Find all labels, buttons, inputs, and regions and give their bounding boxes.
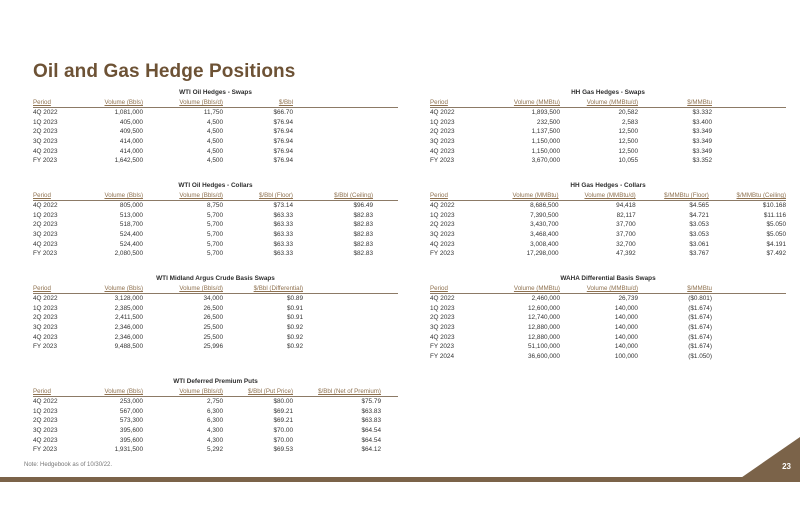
table-row <box>33 416 398 426</box>
value-cell: 513,000 <box>119 211 143 219</box>
table-row <box>33 249 398 259</box>
value-cell: 37,700 <box>616 231 636 239</box>
value-cell: 5,700 <box>207 221 223 229</box>
wti-swaps-table <box>33 88 398 166</box>
value-cell: 7,390,500 <box>530 211 559 219</box>
value-cell: 805,000 <box>119 202 143 209</box>
period-cell: 2Q 2023 <box>33 221 58 229</box>
value-cell: ($0.801) <box>688 295 712 302</box>
table-row <box>33 156 398 166</box>
value-cell: 6,300 <box>207 417 223 425</box>
value-cell: ($1.674) <box>688 314 712 322</box>
value-cell: $11.116 <box>763 211 787 219</box>
table-row <box>430 156 786 166</box>
table-header <box>430 284 786 294</box>
table-row <box>430 294 786 304</box>
value-cell: 82,117 <box>616 211 636 219</box>
table-row <box>33 201 398 211</box>
value-cell: $5.050 <box>766 221 787 229</box>
value-cell: 6,300 <box>207 407 223 415</box>
value-cell: 405,000 <box>119 118 143 126</box>
value-cell: 409,500 <box>119 128 143 136</box>
corner-accent <box>735 437 800 482</box>
value-cell: ($1.674) <box>688 333 712 341</box>
value-cell: 5,700 <box>207 240 223 248</box>
period-cell: 1Q 2023 <box>33 407 58 415</box>
column-header: $/Bbl (Ceiling) <box>334 192 373 199</box>
value-cell: 2,080,500 <box>114 250 143 258</box>
value-cell: 12,600,000 <box>528 304 560 312</box>
column-header: $/Bbl (Net of Premium) <box>318 388 381 395</box>
column-header: $/MMBtu (Ceiling) <box>736 192 787 199</box>
period-cell: 3Q 2023 <box>430 231 455 239</box>
value-cell: $0.92 <box>287 324 303 332</box>
value-cell: $66.70 <box>273 109 293 116</box>
value-cell: 518,700 <box>119 221 143 229</box>
value-cell: 3,670,000 <box>531 157 560 165</box>
column-header: Period <box>33 192 51 199</box>
value-cell: 573,300 <box>119 417 143 425</box>
value-cell: $76.94 <box>273 157 293 165</box>
column-header: $/Bbl (Differential) <box>253 285 303 292</box>
table-row <box>33 137 398 147</box>
value-cell: 524,400 <box>119 240 143 248</box>
value-cell: 26,500 <box>203 314 223 322</box>
table-row <box>430 323 786 333</box>
period-cell: 3Q 2023 <box>33 138 58 146</box>
value-cell: 36,600,000 <box>528 353 560 361</box>
value-cell: 9,488,500 <box>114 343 143 351</box>
value-cell: $7.492 <box>766 250 787 258</box>
table-row <box>33 342 398 352</box>
column-header: Volume (Bbls) <box>104 285 143 292</box>
table-row <box>33 118 398 128</box>
wti-collars-table <box>33 181 398 259</box>
table-row <box>430 313 786 323</box>
table-row <box>33 294 398 304</box>
value-cell: $3.061 <box>689 240 709 248</box>
value-cell: $76.94 <box>273 147 293 155</box>
value-cell: 3,430,700 <box>530 221 559 229</box>
value-cell: 2,385,000 <box>114 304 143 312</box>
value-cell: $3.349 <box>692 128 712 136</box>
value-cell: $63.83 <box>361 407 381 415</box>
table-row <box>430 137 786 147</box>
value-cell: 140,000 <box>614 343 638 351</box>
hh-collars-table <box>430 181 786 259</box>
period-cell: 4Q 2023 <box>33 436 58 444</box>
column-header: Volume (Bbls/d) <box>179 99 223 106</box>
value-cell: $0.92 <box>287 333 303 341</box>
value-cell: ($1.674) <box>688 343 712 351</box>
period-cell: 2Q 2023 <box>430 221 455 229</box>
column-header: Period <box>33 285 51 292</box>
period-cell: 2Q 2023 <box>33 314 58 322</box>
period-cell: FY 2023 <box>33 250 58 258</box>
waha-basis-table <box>430 274 786 362</box>
value-cell: $63.33 <box>273 240 293 248</box>
value-cell: 2,460,000 <box>531 295 560 302</box>
value-cell: $4.565 <box>689 202 709 209</box>
value-cell: 94,418 <box>616 202 636 209</box>
value-cell: 51,100,000 <box>528 343 560 351</box>
table-row <box>33 220 398 230</box>
table-row <box>33 445 398 455</box>
value-cell: 414,000 <box>119 147 143 155</box>
value-cell: 5,700 <box>207 211 223 219</box>
value-cell: 1,150,000 <box>531 138 560 146</box>
value-cell: $76.94 <box>273 128 293 136</box>
value-cell: 4,500 <box>207 147 223 155</box>
table-row <box>430 220 786 230</box>
table-row <box>33 407 398 417</box>
table-title: WTI Midland Argus Crude Basis Swaps <box>156 275 275 282</box>
value-cell: 4,300 <box>207 436 223 444</box>
value-cell: 4,500 <box>207 138 223 146</box>
period-cell: FY 2023 <box>33 446 58 454</box>
table-row <box>33 436 398 446</box>
value-cell: 32,700 <box>616 240 636 248</box>
period-cell: FY 2023 <box>33 157 58 165</box>
value-cell: 4,500 <box>207 157 223 165</box>
table-row <box>33 426 398 436</box>
table-row <box>430 230 786 240</box>
value-cell: 395,600 <box>119 436 143 444</box>
value-cell: 3,468,400 <box>530 231 559 239</box>
column-header: $/Bbl (Floor) <box>258 192 293 199</box>
value-cell: 1,081,000 <box>114 109 143 116</box>
value-cell: 12,500 <box>618 147 638 155</box>
column-header: Volume (Bbls/d) <box>179 285 223 292</box>
period-cell: FY 2023 <box>33 343 58 351</box>
period-cell: 2Q 2023 <box>33 128 58 136</box>
value-cell: $3.053 <box>689 221 709 229</box>
value-cell: 140,000 <box>614 324 638 332</box>
column-header: Volume (MMBtu) <box>513 99 560 106</box>
table-row <box>430 127 786 137</box>
column-header: Period <box>33 99 51 106</box>
value-cell: 12,880,000 <box>528 324 560 332</box>
value-cell: 4,500 <box>207 118 223 126</box>
footnote: Note: Hedgebook as of 10/30/22. <box>24 462 113 468</box>
wti-deferred-puts-table <box>33 377 398 455</box>
table-row <box>430 333 786 343</box>
period-cell: 3Q 2023 <box>33 427 58 435</box>
period-cell: 1Q 2023 <box>33 304 58 312</box>
value-cell: 3,128,000 <box>114 295 143 302</box>
table-title: WTI Oil Hedges - Swaps <box>179 89 252 96</box>
period-cell: 2Q 2023 <box>33 417 58 425</box>
table-row <box>33 323 398 333</box>
period-cell: 4Q 2022 <box>430 295 455 302</box>
value-cell: 4,500 <box>207 128 223 136</box>
value-cell: ($1.674) <box>688 324 712 332</box>
value-cell: 11,750 <box>203 109 223 116</box>
column-header: $/MMBtu <box>687 285 712 292</box>
value-cell: $64.54 <box>361 436 381 444</box>
value-cell: 25,996 <box>203 343 223 351</box>
period-cell: 4Q 2022 <box>33 398 58 405</box>
table-title: WTI Oil Hedges - Collars <box>178 182 253 189</box>
value-cell: $73.14 <box>273 202 293 209</box>
column-header: Volume (Bbls) <box>104 99 143 106</box>
table-header <box>430 191 786 201</box>
period-cell: 4Q 2022 <box>33 202 58 209</box>
value-cell: $0.91 <box>287 314 303 322</box>
value-cell: $63.33 <box>273 250 293 258</box>
value-cell: $82.83 <box>353 240 373 248</box>
value-cell: $63.33 <box>273 221 293 229</box>
value-cell: 17,298,000 <box>526 250 559 258</box>
value-cell: $63.33 <box>273 211 293 219</box>
period-cell: 2Q 2023 <box>430 314 455 322</box>
table-row <box>430 342 786 352</box>
value-cell: 26,500 <box>203 304 223 312</box>
value-cell: 2,750 <box>207 398 223 405</box>
value-cell: 8,750 <box>207 202 223 209</box>
table-row <box>33 211 398 221</box>
value-cell: 2,346,000 <box>114 333 143 341</box>
column-header: Volume (MMBtu/d) <box>586 285 638 292</box>
value-cell: 12,500 <box>618 128 638 136</box>
value-cell: 524,400 <box>119 231 143 239</box>
period-cell: FY 2023 <box>430 157 455 165</box>
period-cell: 4Q 2023 <box>430 333 455 341</box>
value-cell: $3.349 <box>692 147 712 155</box>
period-cell: 4Q 2022 <box>430 202 455 209</box>
value-cell: 8,686,500 <box>530 202 559 209</box>
value-cell: 26,739 <box>618 295 638 302</box>
column-header: Volume (MMBtu) <box>512 192 559 199</box>
period-cell: 4Q 2023 <box>430 147 455 155</box>
column-header: $/MMBtu <box>687 99 712 106</box>
table-row <box>430 249 786 259</box>
column-header: Volume (MMBtu) <box>513 285 560 292</box>
value-cell: $64.12 <box>361 446 381 454</box>
value-cell: 12,740,000 <box>528 314 560 322</box>
value-cell: 140,000 <box>614 333 638 341</box>
value-cell: 1,893,500 <box>531 109 560 116</box>
column-header: Volume (Bbls) <box>104 388 143 395</box>
value-cell: 1,137,500 <box>531 128 560 136</box>
value-cell: $3.332 <box>692 109 712 116</box>
table-row <box>430 201 786 211</box>
table-header <box>33 98 398 108</box>
value-cell: 1,642,500 <box>114 157 143 165</box>
table-row <box>430 118 786 128</box>
table-row <box>33 397 398 407</box>
value-cell: $69.21 <box>273 407 293 415</box>
value-cell: 25,500 <box>203 333 223 341</box>
period-cell: 1Q 2023 <box>430 211 455 219</box>
value-cell: 34,000 <box>203 295 223 302</box>
period-cell: 1Q 2023 <box>33 118 58 126</box>
column-header: Period <box>430 285 448 292</box>
value-cell: $10.168 <box>762 202 787 209</box>
period-cell: 4Q 2022 <box>430 109 455 116</box>
value-cell: $82.83 <box>353 250 373 258</box>
value-cell: $3.767 <box>689 250 709 258</box>
value-cell: $96.49 <box>353 202 373 209</box>
period-cell: FY 2023 <box>430 343 455 351</box>
value-cell: $82.83 <box>353 231 373 239</box>
value-cell: 414,000 <box>119 138 143 146</box>
table-row <box>430 240 786 250</box>
value-cell: $76.94 <box>273 118 293 126</box>
value-cell: 2,411,500 <box>115 314 143 322</box>
column-header: Volume (Bbls/d) <box>179 388 223 395</box>
value-cell: $3.400 <box>692 118 712 126</box>
period-cell: 4Q 2023 <box>33 333 58 341</box>
period-cell: 3Q 2023 <box>33 231 58 239</box>
value-cell: 12,500 <box>618 138 638 146</box>
table-header <box>33 191 398 201</box>
period-cell: 4Q 2022 <box>33 109 58 116</box>
column-header: $/Bbl (Put Price) <box>247 388 293 395</box>
value-cell: $3.053 <box>689 231 709 239</box>
value-cell: 100,000 <box>614 353 638 361</box>
value-cell: $70.00 <box>273 436 293 444</box>
table-row <box>33 127 398 137</box>
table-row <box>33 108 398 118</box>
value-cell: 10,055 <box>618 157 638 165</box>
table-header <box>430 98 786 108</box>
period-cell: FY 2024 <box>430 353 455 361</box>
value-cell: $82.83 <box>353 211 373 219</box>
page-title: Oil and Gas Hedge Positions <box>33 61 296 82</box>
value-cell: $0.91 <box>287 304 303 312</box>
period-cell: 1Q 2023 <box>430 118 455 126</box>
table-title: HH Gas Hedges - Swaps <box>571 89 645 96</box>
value-cell: 232,500 <box>536 118 560 126</box>
value-cell: 5,292 <box>207 446 223 454</box>
value-cell: 1,931,500 <box>114 446 143 454</box>
value-cell: $76.94 <box>273 138 293 146</box>
value-cell: 2,346,000 <box>114 324 143 332</box>
value-cell: ($1.050) <box>688 353 712 361</box>
value-cell: 567,000 <box>119 407 143 415</box>
period-cell: FY 2023 <box>430 250 455 258</box>
table-header <box>33 284 398 294</box>
column-header: Volume (MMBtu/d) <box>586 99 638 106</box>
column-header: Period <box>430 192 448 199</box>
value-cell: $69.21 <box>273 417 293 425</box>
table-row <box>33 230 398 240</box>
period-cell: 2Q 2023 <box>430 128 455 136</box>
column-header: Volume (Bbls/d) <box>179 192 223 199</box>
period-cell: 3Q 2023 <box>430 138 455 146</box>
hh-swaps-table <box>430 88 786 166</box>
value-cell: $5.050 <box>766 231 787 239</box>
table-row <box>33 333 398 343</box>
period-cell: 4Q 2023 <box>430 240 455 248</box>
value-cell: $3.352 <box>692 157 712 165</box>
table-row <box>33 147 398 157</box>
column-header: $/MMBtu (Floor) <box>664 192 709 199</box>
period-cell: 4Q 2023 <box>33 240 58 248</box>
wti-midland-basis-table <box>33 274 398 352</box>
value-cell: $63.83 <box>361 417 381 425</box>
value-cell: $64.54 <box>361 427 381 435</box>
table-row <box>430 304 786 314</box>
column-header: Period <box>430 99 448 106</box>
table-header <box>33 387 398 397</box>
value-cell: 37,700 <box>616 221 636 229</box>
column-header: Volume (Bbls) <box>104 192 143 199</box>
value-cell: $82.83 <box>353 221 373 229</box>
table-title: WTI Deferred Premium Puts <box>173 378 258 385</box>
value-cell: $3.349 <box>692 138 712 146</box>
value-cell: 140,000 <box>614 304 638 312</box>
table-title: HH Gas Hedges - Collars <box>570 182 646 189</box>
value-cell: 2,583 <box>622 118 638 126</box>
column-header: $/Bbl <box>278 99 293 106</box>
period-cell: 4Q 2023 <box>33 147 58 155</box>
table-row <box>430 211 786 221</box>
page-number: 23 <box>782 462 791 471</box>
value-cell: $0.92 <box>287 343 303 351</box>
table-row <box>430 352 786 362</box>
value-cell: ($1.674) <box>688 304 712 312</box>
value-cell: $69.53 <box>273 446 293 454</box>
table-row <box>33 304 398 314</box>
period-cell: 1Q 2023 <box>430 304 455 312</box>
table-title: WAHA Differential Basis Swaps <box>560 275 656 282</box>
value-cell: 395,600 <box>119 427 143 435</box>
value-cell: 253,000 <box>119 398 143 405</box>
value-cell: $70.00 <box>273 427 293 435</box>
table-row <box>33 240 398 250</box>
value-cell: 4,300 <box>207 427 223 435</box>
value-cell: $75.79 <box>361 398 381 405</box>
value-cell: $0.89 <box>287 295 303 302</box>
value-cell: $63.33 <box>273 231 293 239</box>
value-cell: 5,700 <box>207 231 223 239</box>
value-cell: 47,392 <box>616 250 636 258</box>
table-row <box>430 147 786 157</box>
period-cell: 3Q 2023 <box>33 324 58 332</box>
column-header: Period <box>33 388 51 395</box>
period-cell: 4Q 2022 <box>33 295 58 302</box>
value-cell: 12,880,000 <box>528 333 560 341</box>
table-row <box>430 108 786 118</box>
table-row <box>33 313 398 323</box>
column-header: Volume (MMBtu/d) <box>584 192 636 199</box>
period-cell: 1Q 2023 <box>33 211 58 219</box>
footer-bar <box>0 477 800 482</box>
value-cell: 1,150,000 <box>531 147 560 155</box>
value-cell: 5,700 <box>207 250 223 258</box>
value-cell: $4.191 <box>766 240 787 248</box>
value-cell: 140,000 <box>614 314 638 322</box>
value-cell: 20,582 <box>618 109 638 116</box>
value-cell: 3,008,400 <box>530 240 559 248</box>
value-cell: 25,500 <box>203 324 223 332</box>
value-cell: $80.00 <box>273 398 293 405</box>
value-cell: $4.721 <box>689 211 709 219</box>
period-cell: 3Q 2023 <box>430 324 455 332</box>
